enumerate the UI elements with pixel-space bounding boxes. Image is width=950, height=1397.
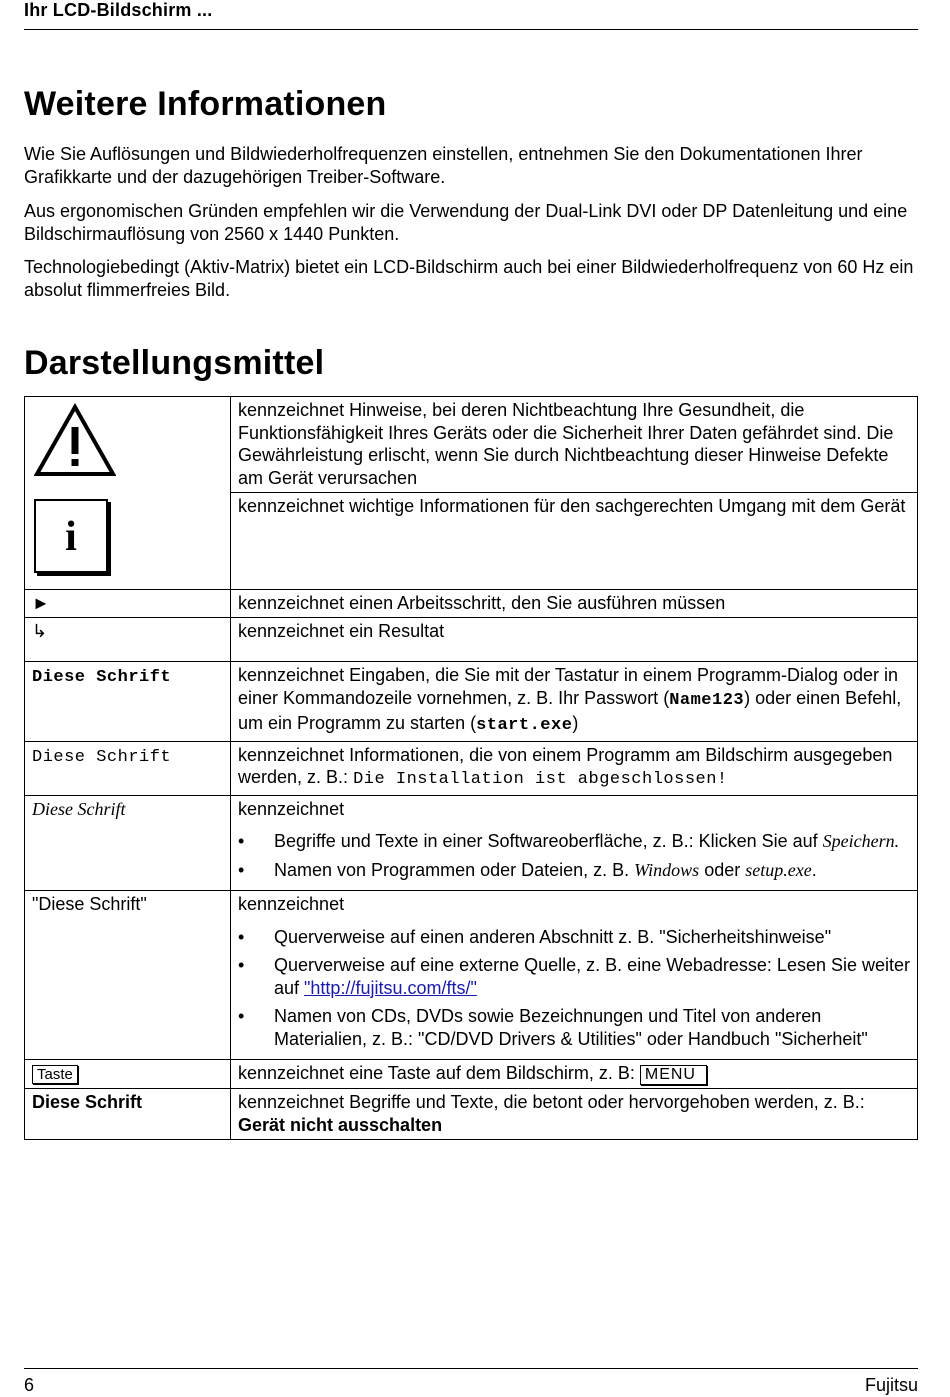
table-row-input: [25, 662, 918, 742]
warning-triangle-icon: [34, 403, 116, 477]
table-row-info: [25, 493, 918, 590]
emphasis-sample: [25, 1089, 231, 1140]
key-sample-keycap: Taste: [32, 1065, 78, 1084]
section-heading-weitere-informationen: Weitere Informationen: [24, 85, 387, 123]
result-symbol: ↳: [25, 618, 231, 662]
command-example: start.exe: [476, 716, 573, 735]
table-row-key: [25, 1060, 918, 1089]
table-row-quoted: [25, 891, 918, 1060]
result-description: kennzeichnet ein Resultat: [231, 618, 918, 662]
info-icon: i: [34, 499, 108, 573]
output-sample-text: Diese Schrift: [32, 747, 172, 767]
list-item: • Begriffe und Texte in einer Softwareoberfläche, z. B.: Klicken Sie auf Speichern.: [238, 830, 911, 853]
output-description: kennzeichnet Informationen, die von einem Programm am Bildschirm ausgegeben werden, z. B.: Die Installation ist abgeschlossen!: [231, 741, 918, 795]
paragraph-aufloesungen: Wie Sie Auflösungen und Bildwiederholfrequenzen einstellen, entnehmen Sie den Dokumentationen Ihrer Grafikkarte und der dazugehörigen Treiber-Software.: [24, 144, 863, 187]
list-item: • Querverweise auf eine externe Quelle, z. B. eine Webadresse: Lesen Sie weiter auf "http://fujitsu.com/fts/": [238, 954, 911, 999]
emphasis-description: kennzeichnet Begriffe und Texte, die betont oder hervorgehoben werden, z. B.: Gerät nicht ausschalten: [231, 1089, 918, 1140]
table-row-result: [25, 618, 918, 662]
list-item: • Namen von CDs, DVDs sowie Bezeichnungen und Titel von anderen Materialien, z. B.: "CD/DVD Drivers & Utilities" oder Handbuch "Sicherheit": [238, 1005, 911, 1050]
menu-keycap: MENU: [640, 1065, 707, 1085]
table-row-ui-text: [25, 795, 918, 891]
quoted-bullets: [238, 926, 911, 1051]
input-description: kennzeichnet Eingaben, die Sie mit der Tastatur in einem Programm-Dialog oder in einer Kommandozeile vornehmen, z. B. Ihr Passwort (Name123) oder einen Befehl, um ein Programm zu starten (start.exe): [231, 662, 918, 742]
info-icon-cell: [25, 493, 231, 590]
output-sample: [25, 741, 231, 795]
fujitsu-link[interactable]: "http://fujitsu.com/fts/": [304, 977, 477, 998]
info-description: kennzeichnet wichtige Informationen für den sachgerechten Umgang mit dem Gerät: [231, 493, 918, 590]
emphasis-example: Gerät nicht ausschalten: [238, 1114, 443, 1135]
ui-text-sample: [25, 795, 231, 891]
password-example: Name123: [669, 690, 745, 710]
header-rule: [24, 29, 918, 30]
table-row-output: [25, 741, 918, 795]
page-number: 6: [24, 1375, 35, 1395]
ui-text-sample-text: Diese Schrift: [32, 798, 126, 819]
list-item: • Querverweise auf einen anderen Abschnitt z. B. "Sicherheitshinweise": [238, 926, 911, 949]
output-example: Die Installation ist abgeschlossen!: [353, 770, 728, 789]
conventions-table: [24, 396, 918, 1140]
step-symbol: ►: [25, 589, 231, 618]
footer-rule: [24, 1368, 918, 1369]
key-description: kennzeichnet eine Taste auf dem Bildschirm, z. B: MENU: [231, 1060, 918, 1089]
ui-text-bullets: [238, 830, 911, 881]
input-sample: [25, 662, 231, 742]
section-heading-darstellungsmittel: Darstellungsmittel: [24, 344, 325, 382]
table-row-emphasis: [25, 1089, 918, 1140]
footer-brand: Fujitsu: [864, 1375, 918, 1395]
quoted-intro: kennzeichnet: [238, 894, 345, 914]
table-row-warning: [25, 397, 918, 493]
warning-icon-cell: [25, 397, 231, 493]
paragraph-ergonomie: Aus ergonomischen Gründen empfehlen wir die Verwendung der Dual-Link DVI oder DP Datenleitung und eine Bildschirmauflösung von 2560 x 1440 Punkten.: [24, 201, 908, 244]
warning-description: kennzeichnet Hinweise, bei deren Nichtbeachtung Ihre Gesundheit, die Funktionsfähigkeit Ihres Geräts oder die Sicherheit Ihrer Daten gefährdet sind. Die Gewährleistung erlischt, wenn Sie durch Nichtbeachtung dieser Hinweise Defekte am Gerät verursachen: [231, 397, 918, 493]
key-sample: [25, 1060, 231, 1089]
input-sample-text: Diese Schrift: [32, 668, 172, 687]
ui-text-description: [231, 795, 918, 891]
list-item: • Namen von Programmen oder Dateien, z. B. Windows oder setup.exe.: [238, 859, 911, 882]
paragraph-technologie: Technologiebedingt (Aktiv-Matrix) bietet ein LCD-Bildschirm auch bei einer Bildwiederholfrequenz von 60 Hz ein absolut flimmerfreies Bild.: [24, 257, 914, 300]
ui-text-intro: kennzeichnet: [238, 798, 345, 819]
emphasis-sample-text: Diese Schrift: [32, 1092, 143, 1112]
page-header-title: Ihr LCD-Bildschirm ...: [24, 0, 213, 20]
step-description: kennzeichnet einen Arbeitsschritt, den Sie ausführen müssen: [231, 589, 918, 618]
table-row-step: [25, 589, 918, 618]
quoted-sample: "Diese Schrift": [25, 891, 231, 1060]
quoted-description: [231, 891, 918, 1060]
